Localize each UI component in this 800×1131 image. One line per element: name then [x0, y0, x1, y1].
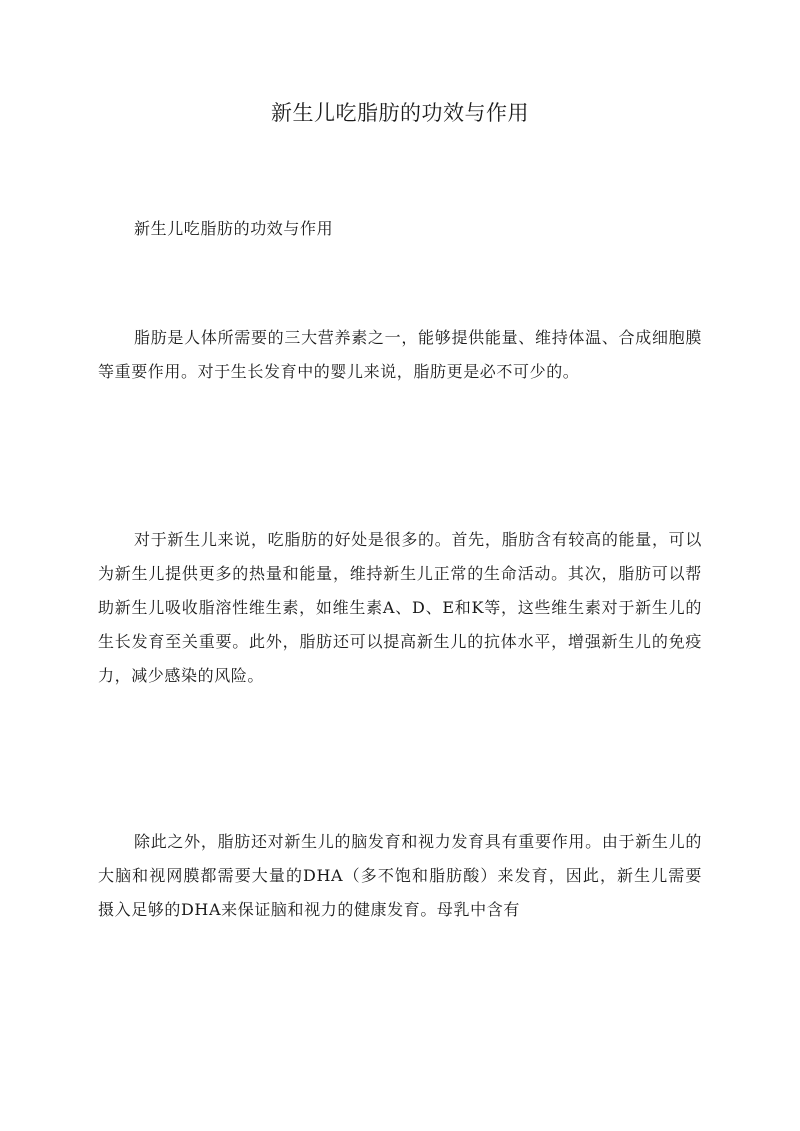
paragraph-fat-benefits: 对于新生儿来说，吃脂肪的好处是很多的。首先，脂肪含有较高的能量，可以为新生儿提供更多的热量和能量，维持新生儿正常的生命活动。其次，脂肪可以帮助新生儿吸收脂溶性维生素，如维生素A、D、E和K等，这些维生素对于新生儿的生长发育至关重要。此外，脂肪还可以提高新生儿的抗体水平，增强新生儿的免疫力，减少感染的风险。: [98, 530, 702, 685]
document-title: 新生儿吃脂肪的功效与作用: [271, 101, 529, 125]
subtitle-paragraph: 新生儿吃脂肪的功效与作用: [134, 219, 334, 238]
paragraph-fat-intro: 脂肪是人体所需要的三大营养素之一，能够提供能量、维持体温、合成细胞膜等重要作用。对于生长发育中的婴儿来说，脂肪更是必不可少的。: [98, 328, 702, 381]
paragraph-brain-vision: 除此之外，脂肪还对新生儿的脑发育和视力发育具有重要作用。由于新生儿的大脑和视网膜都需要大量的DHA（多不饱和脂肪酸）来发育，因此，新生儿需要摄入足够的DHA来保证脑和视力的健康发育。母乳中含有: [98, 832, 702, 919]
